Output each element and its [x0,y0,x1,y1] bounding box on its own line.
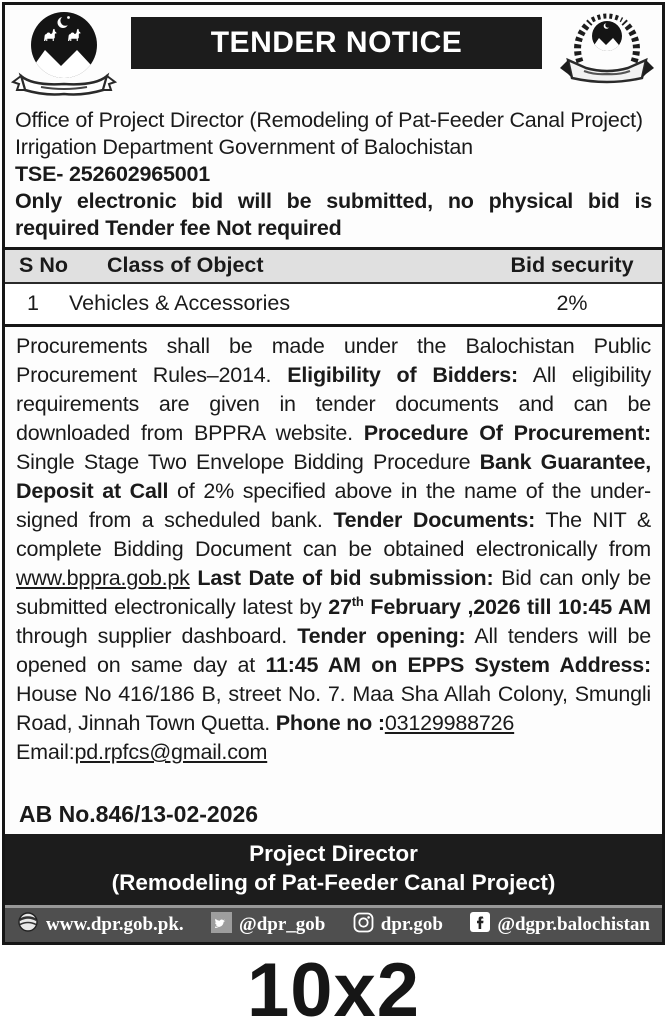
footer-website-label: www.dpr.gob.pk. [46,914,184,935]
bid-table [5,247,662,327]
globe-icon [17,911,39,939]
table-row [5,284,662,324]
facebook-icon [470,912,490,938]
ab-number: AB No.846/13-02-2026 [19,801,259,827]
footer-instagram-label: dpr.gob [380,914,443,935]
footer-website[interactable] [17,911,184,939]
instagram-icon [353,912,374,939]
col-header-sno: S No [19,253,68,277]
cell-sno: 1 [27,291,39,315]
dpr-footer-bar [5,905,662,942]
balochistan-govt-emblem-right [558,10,656,97]
tse-number: TSE- 252602965001 [15,162,211,186]
electronic-bid-note: Only electronic bid will be submitted, no physical bid is required Tender fee Not required [15,189,652,240]
ad-size-tag: 10x2 [246,948,421,1033]
cell-bid-security: 2% [556,291,588,315]
footer-twitter[interactable] [211,912,325,939]
col-header-bid-security: Bid security [510,253,634,277]
notice-title: TENDER NOTICE [210,26,463,59]
signature-line-2: (Remodeling of Pat-Feeder Canal Project) [111,870,556,895]
office-line-1: Office of Project Director (Remodeling of Pat-Feeder Canal Project) [15,108,643,132]
office-block [5,105,662,247]
notice-header [5,5,662,105]
wreath-crest-icon [558,79,656,96]
footer-twitter-label: @dpr_gob [239,914,326,935]
signature-bar [5,834,662,905]
footer-facebook[interactable] [470,912,650,938]
footer-facebook-label: @dgpr.balochistan [497,914,650,935]
tender-notice-title-bar [131,17,542,69]
balochistan-govt-emblem-left [11,10,117,105]
office-line-2: Irrigation Department Government of Balochistan [15,135,473,159]
bid-table-header-row [5,250,662,284]
twitter-icon [211,912,232,939]
footer-instagram[interactable] [353,912,443,939]
col-header-class-of-object: Class of Object [107,253,264,277]
tender-body-paragraph: Procurements shall be made under the Balochistan Public Procurement Rules–2014. Eligibility of Bidders: All eligibility requirements are given in tender documents and can be downloaded from BPPRA website. Procedure Of Procurement: Single Stage Two Envelope Bidding Procedure Bank Guarantee, Deposit at Call of 2% specified above in the name of the under-signed from a scheduled bank. Tender Documents: The NIT & complete Bidding Document can be obtained electronically from www.bppra.gob.pk Last Date of bid submission: Bid can only be submitted electronically latest by 27th February ,2026 till 10:45 AM through supplier dashboard. Tender opening: All tenders will be opened on same day at 11:45 AM on EPPS System Address: House No 416/186 B, street No. 7. Maa Sha Allah Colony, Smungli Road, Jinnah Town Quetta. Phone no :03129988726 Email:pd.rpfcs@gmail.com [16,334,651,764]
cell-class-of-object: Vehicles & Accessories [69,291,291,315]
tender-notice-ad [2,2,665,945]
camel-crest-icon [11,87,117,104]
signature-line-1: Project Director [249,841,418,866]
